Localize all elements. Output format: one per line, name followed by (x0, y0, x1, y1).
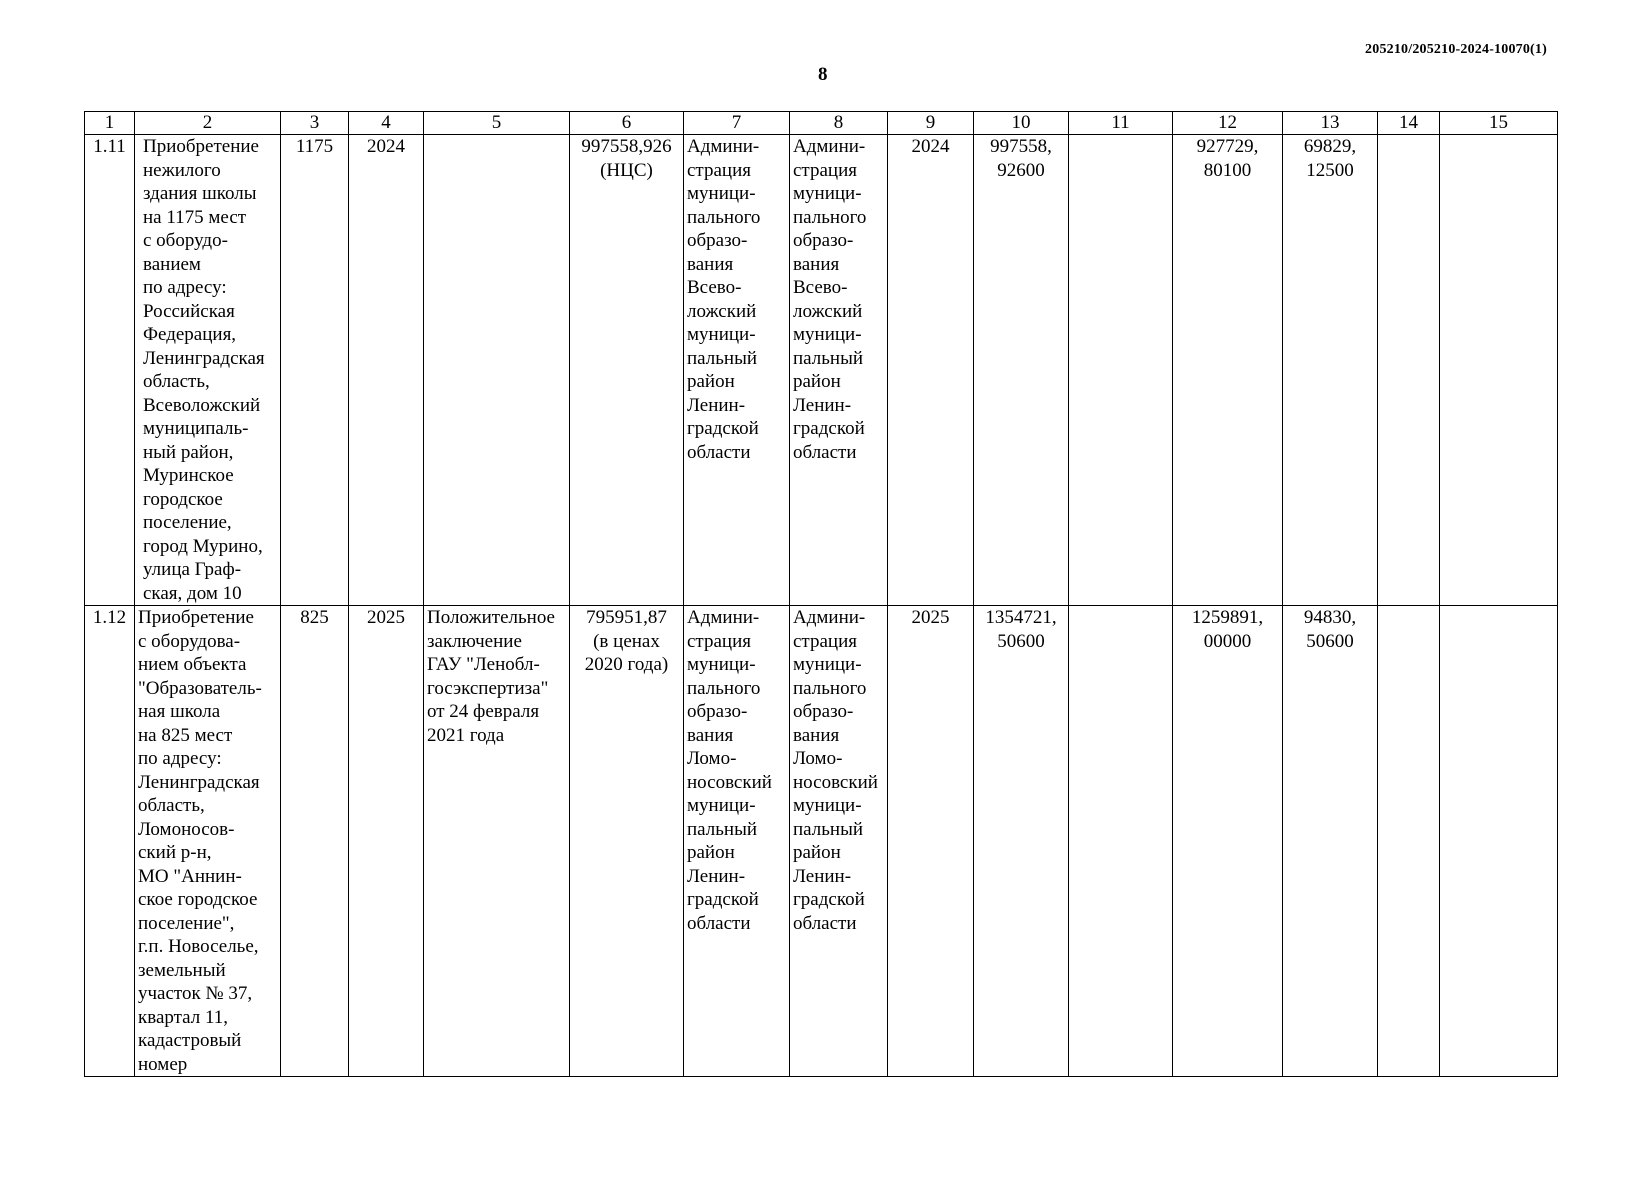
row-number: 1.11 (85, 135, 135, 606)
capacity-cell: 825 (281, 606, 349, 1077)
year-cell: 2024 (349, 135, 424, 606)
col12-cell: 1259891, 00000 (1173, 606, 1283, 1077)
expertise-cell: Положительное заключение ГАУ "Ленобл- госэкспертиза" от 24 февраля 2021 года (424, 606, 570, 1077)
column-header: 15 (1440, 112, 1558, 135)
column-header: 9 (888, 112, 974, 135)
object-description: Приобретение с оборудова- нием объекта "Образователь- ная школа на 825 мест по адресу: Ленинградская область, Ломоносов- ский р-н, МО "Аннин- ское городское поселение", г.п. Новоселье, земельный участок № 37, квартал 11, кадастровый номер (135, 606, 281, 1077)
col14-cell (1378, 135, 1440, 606)
total-cell: 1354721, 50600 (974, 606, 1069, 1077)
object-description: Приобретение нежилого здания школы на 1175 мест с оборудо- ванием по адресу: Российская Федерация, Ленинградская область, Всеволожский муниципаль- ный район, Муринское городское поселение, город Мурино, улица Граф- ская, дом 10 (135, 135, 281, 606)
customer-cell: Админи- страция муници- пального образо- вания Ломо- носовский муници- пальный район Ленин- градской области (684, 606, 790, 1077)
column-header: 2 (135, 112, 281, 135)
recipient-cell: Админи- страция муници- пального образо- вания Всево- ложский муници- пальный район Ленин- градской области (790, 135, 888, 606)
plan-year-cell: 2024 (888, 135, 974, 606)
column-header: 11 (1069, 112, 1173, 135)
column-header: 5 (424, 112, 570, 135)
col11-cell (1069, 606, 1173, 1077)
column-header: 14 (1378, 112, 1440, 135)
col11-cell (1069, 135, 1173, 606)
total-cell: 997558, 92600 (974, 135, 1069, 606)
cost-cell: 795951,87 (в ценах 2020 года) (570, 606, 684, 1077)
page-number: 8 (818, 64, 828, 85)
year-cell: 2025 (349, 606, 424, 1077)
col14-cell (1378, 606, 1440, 1077)
column-header: 6 (570, 112, 684, 135)
column-header: 13 (1283, 112, 1378, 135)
expertise-cell (424, 135, 570, 606)
column-header: 7 (684, 112, 790, 135)
column-header: 8 (790, 112, 888, 135)
cost-cell: 997558,926 (НЦС) (570, 135, 684, 606)
column-header: 12 (1173, 112, 1283, 135)
column-number-row (85, 112, 1558, 135)
table-row (85, 135, 1558, 606)
column-header: 1 (85, 112, 135, 135)
column-header: 10 (974, 112, 1069, 135)
column-header: 3 (281, 112, 349, 135)
column-header: 4 (349, 112, 424, 135)
col13-cell: 69829, 12500 (1283, 135, 1378, 606)
col15-cell (1440, 135, 1558, 606)
customer-cell: Админи- страция муници- пального образо- вания Всево- ложский муници- пальный район Ленин- градской области (684, 135, 790, 606)
capacity-cell: 1175 (281, 135, 349, 606)
col12-cell: 927729, 80100 (1173, 135, 1283, 606)
investment-table (84, 111, 1558, 1077)
plan-year-cell: 2025 (888, 606, 974, 1077)
recipient-cell: Админи- страция муници- пального образо- вания Ломо- носовский муници- пальный район Ленин- градской области (790, 606, 888, 1077)
document-id: 205210/205210-2024-10070(1) (1365, 42, 1547, 57)
col15-cell (1440, 606, 1558, 1077)
row-number: 1.12 (85, 606, 135, 1077)
table-row (85, 606, 1558, 1077)
col13-cell: 94830, 50600 (1283, 606, 1378, 1077)
